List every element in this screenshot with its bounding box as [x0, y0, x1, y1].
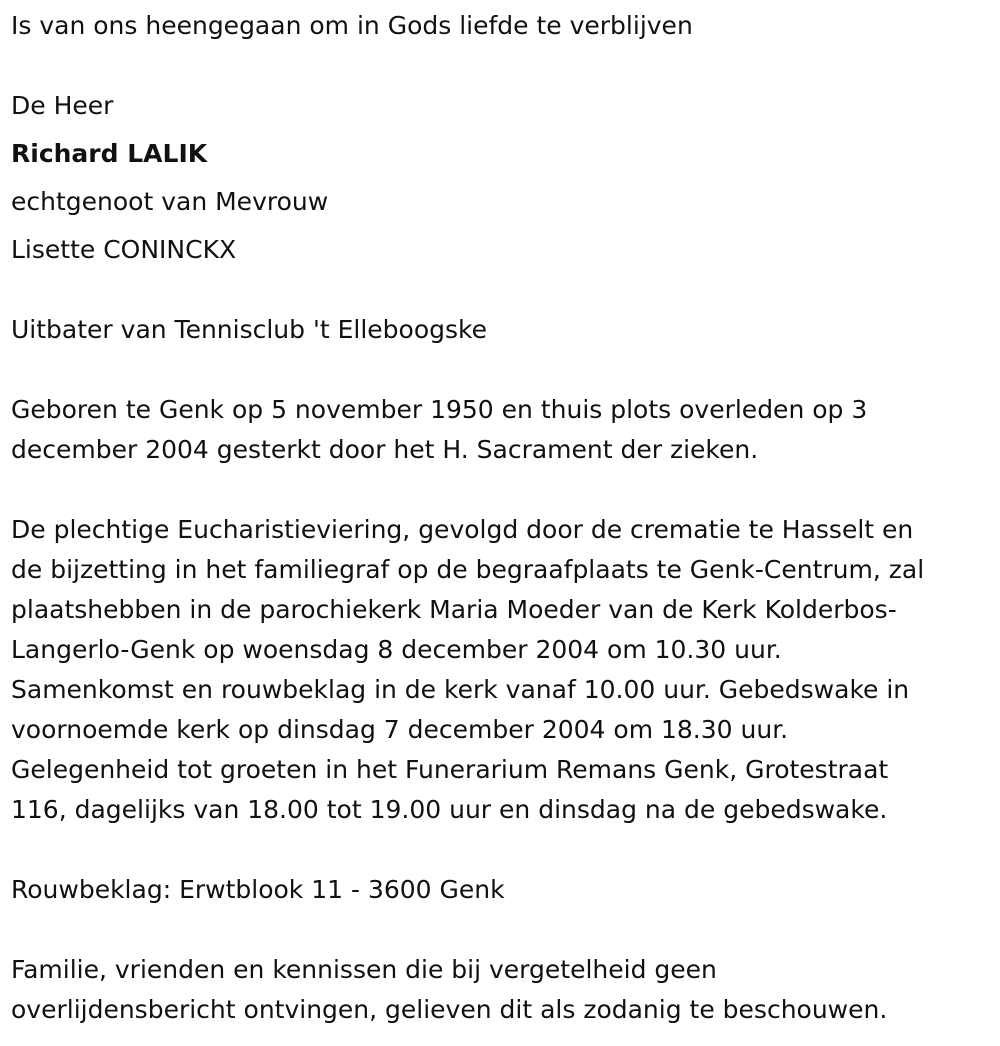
spouse-name: Lisette CONINCKX	[11, 235, 237, 264]
ceremony-line: Langerlo-Genk op woensdag 8 december 2004 om 10.30 uur.	[11, 635, 782, 664]
ceremony-line: Gelegenheid tot groeten in het Funerarium Remans Genk, Grotestraat	[11, 755, 889, 784]
ceremony-line: Samenkomst en rouwbeklag in de kerk vanaf 10.00 uur. Gebedswake in	[11, 675, 910, 704]
occupation-text: Uitbater van Tennisclub 't Elleboogske	[11, 315, 487, 344]
spouse-intro: echtgenoot van Mevrouw	[11, 187, 329, 216]
deceased-name: Richard LALIK	[11, 139, 208, 168]
intro-text: Is van ons heengegaan om in Gods liefde te verblijven	[11, 11, 693, 40]
ceremony-line: De plechtige Eucharistieviering, gevolgd door de crematie te Hasselt en	[11, 515, 914, 544]
ceremony-line: plaatshebben in de parochiekerk Maria Moeder van de Kerk Kolderbos-	[11, 595, 897, 624]
condolence-address: Rouwbeklag: Erwtblook 11 - 3600 Genk	[11, 875, 505, 904]
closing-line: overlijdensbericht ontvingen, gelieven dit als zodanig te beschouwen.	[11, 995, 888, 1024]
birth-death-line: december 2004 gesterkt door het H. Sacrament der zieken.	[11, 435, 759, 464]
ceremony-line: 116, dagelijks van 18.00 tot 19.00 uur en dinsdag na de gebedswake.	[11, 795, 888, 824]
birth-death-line: Geboren te Genk op 5 november 1950 en thuis plots overleden op 3	[11, 395, 868, 424]
closing-line: Familie, vrienden en kennissen die bij vergetelheid geen	[11, 955, 717, 984]
ceremony-line: voornoemde kerk op dinsdag 7 december 2004 om 18.30 uur.	[11, 715, 789, 744]
ceremony-line: de bijzetting in het familiegraf op de begraafplaats te Genk-Centrum, zal	[11, 555, 925, 584]
title-prefix: De Heer	[11, 91, 114, 120]
